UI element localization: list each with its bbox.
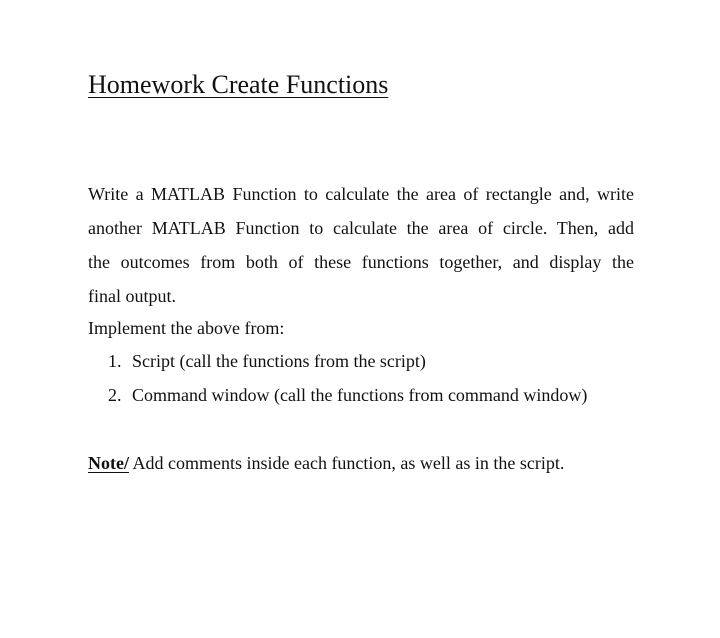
list-item-text: Script (call the functions from the script) — [132, 351, 426, 371]
paragraph-line: the outcomes from both of these functions together, and display the — [88, 252, 634, 272]
paragraph-line: final output. — [88, 286, 176, 306]
list-item-number: 1. — [108, 351, 122, 371]
list-item — [108, 344, 426, 378]
paragraph-line: Write a MATLAB Function to calculate the area of rectangle and, write — [88, 184, 634, 204]
list-item-number: 2. — [108, 385, 122, 405]
note-label: Note/ — [88, 453, 129, 473]
note-text: Add comments inside each function, as well as in the script. — [128, 453, 565, 473]
page-title: Homework Create Functions — [88, 70, 389, 99]
list-item-text: Command window (call the functions from command window) — [132, 385, 588, 405]
list-item — [108, 378, 587, 412]
implement-line: Implement the above from: — [88, 318, 285, 338]
numbered-list — [108, 378, 587, 412]
numbered-list — [108, 344, 426, 378]
paragraph-line: another MATLAB Function to calculate the area of circle. Then, add — [88, 218, 634, 238]
note-line — [88, 446, 564, 480]
